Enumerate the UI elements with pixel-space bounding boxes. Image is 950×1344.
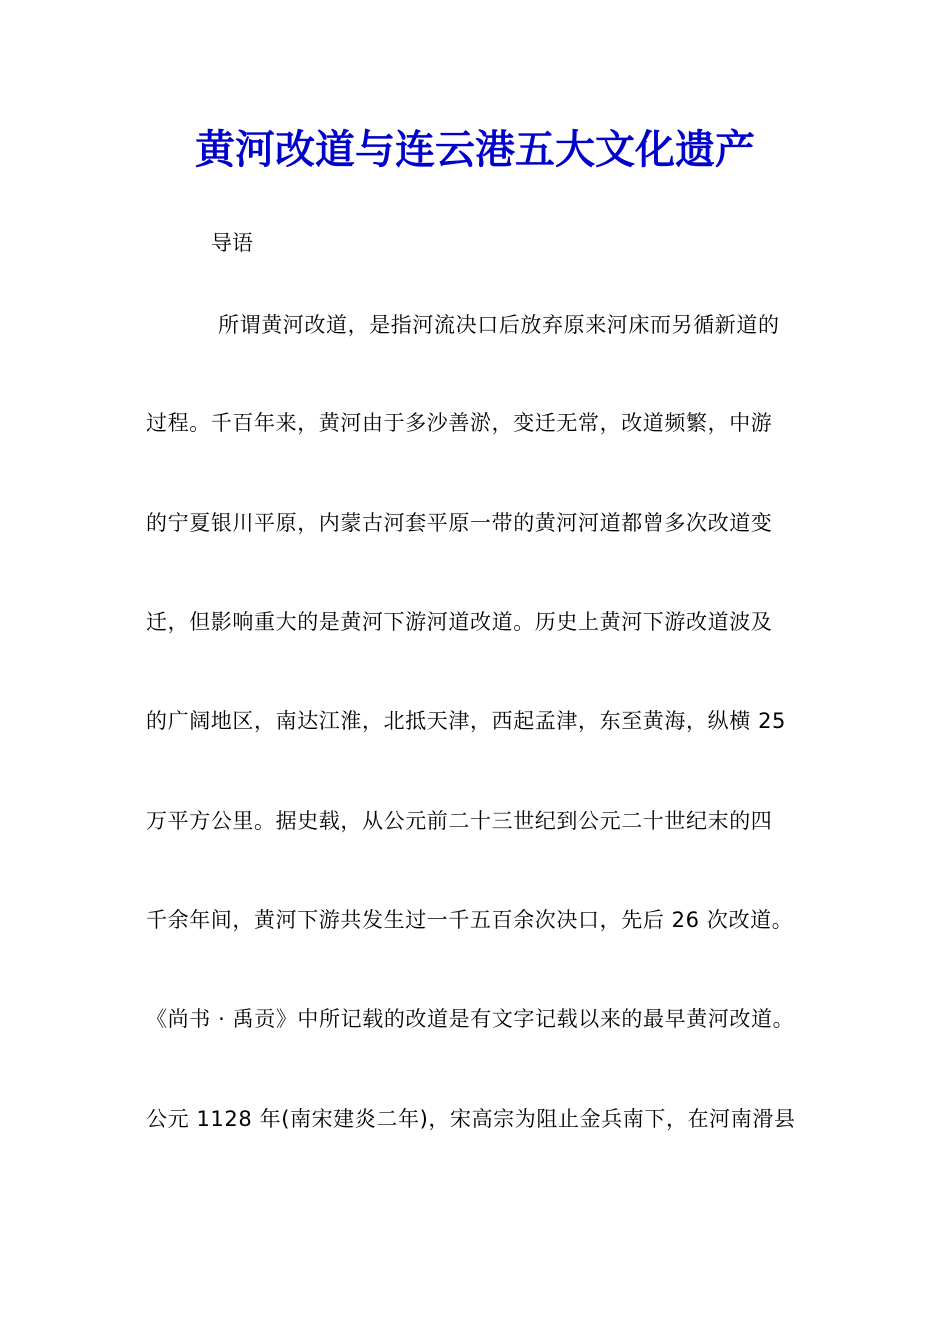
document-title: 黄河改道与连云港五大文化遗产 [195, 126, 755, 173]
paragraph-line: 千余年间，黄河下游共发生过一千五百余次决口，先后 26 次改道。 [146, 908, 794, 932]
intro-heading: 导语 [211, 231, 253, 255]
paragraph-line: 公元 1128 年(南宋建炎二年)，宋高宗为阻止金兵南下，在河南滑县 [146, 1107, 796, 1131]
paragraph-line: 所谓黄河改道，是指河流决口后放弃原来河床而另循新道的 [218, 313, 780, 337]
paragraph-line: 过程。千百年来，黄河由于多沙善淤，变迁无常，改道频繁，中游 [146, 411, 773, 435]
paragraph-line: 的宁夏银川平原，内蒙古河套平原一带的黄河河道都曾多次改道变 [146, 511, 773, 535]
paragraph-line: 万平方公里。据史载，从公元前二十三世纪到公元二十世纪末的四 [146, 809, 773, 833]
paragraph-line: 《尚书 · 禹贡》中所记载的改道是有文字记载以来的最早黄河改道。 [146, 1007, 795, 1031]
paragraph-line: 迁，但影响重大的是黄河下游河道改道。历史上黄河下游改道波及 [146, 610, 773, 634]
paragraph-line: 的广阔地区，南达江淮，北抵天津，西起孟津，东至黄海，纵横 25 [146, 709, 786, 733]
